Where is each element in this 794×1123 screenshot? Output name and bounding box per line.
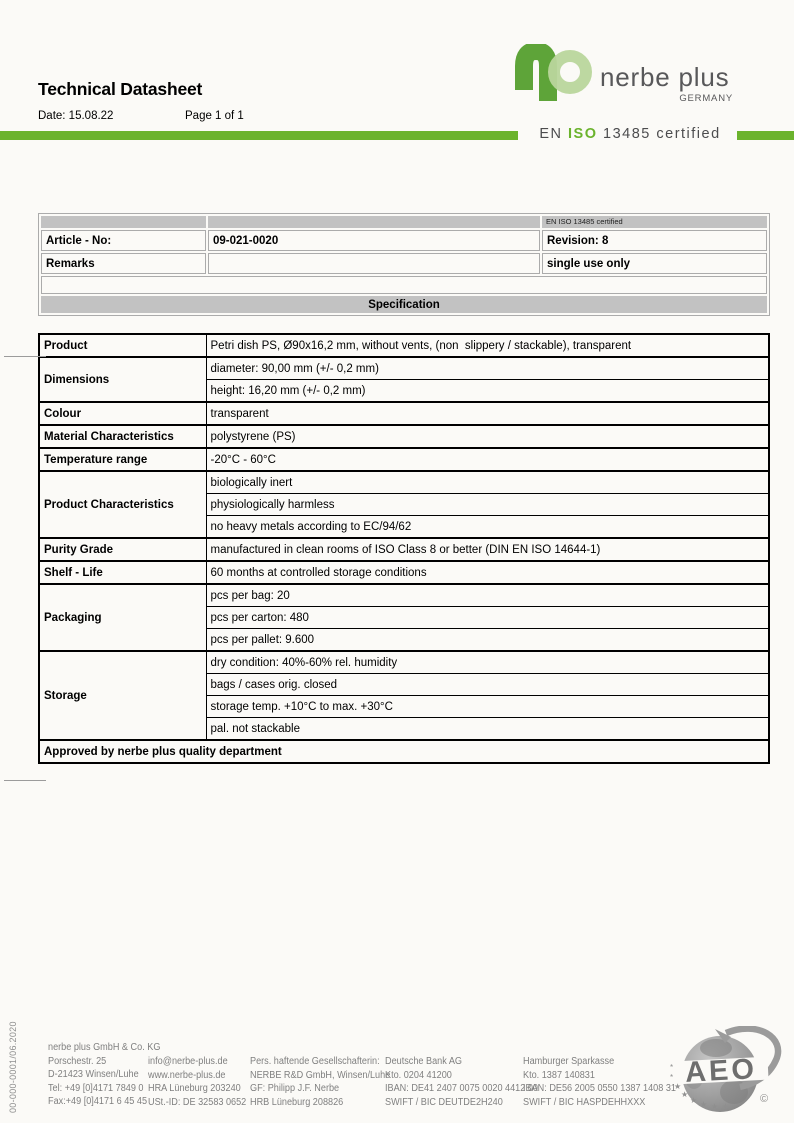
green-bar-right [737,131,794,140]
svg-text:*: * [670,1073,674,1082]
date-label: Date: 15.08.22 [38,110,114,122]
cert-rest: 13485 certified [603,126,721,142]
footer-line: Deutsche Bank AG [385,1056,462,1067]
approved-row [39,740,769,763]
certification-text [524,123,736,145]
page-title: Technical Datasheet [38,79,203,99]
fold-mark [4,780,46,781]
np-monogram-icon [524,51,586,101]
spec-row [39,651,769,674]
spec-value: polystyrene (PS) [206,425,769,448]
specification-header-row [41,296,767,313]
footer-line: USt.-ID: DE 32583 0652 [148,1096,247,1108]
footer-line: D-21423 Winsen/Luhe [48,1069,139,1081]
spec-label: Product [39,334,206,357]
remarks-label: Remarks [41,253,206,274]
spec-label: Purity Grade [39,538,206,561]
cert-iso: ISO [568,126,598,142]
spec-row [39,334,769,357]
document-number: 00-000-0001/06.2020 [8,1021,18,1113]
cert-en: EN [539,126,563,142]
spec-value: pcs per bag: 20 [206,584,769,607]
footer-line: Kto. 0204 41200 [385,1069,452,1081]
specification-header: Specification [41,296,767,313]
article-no-value: 09-021-0020 [208,230,540,251]
footer-line: HRB Lüneburg 208826 [250,1096,344,1108]
svg-text:★: ★ [674,1082,682,1091]
spec-row [39,538,769,561]
spec-value: diameter: 90,00 mm (+/- 0,2 mm) [206,357,769,380]
spec-value: storage temp. +10°C to max. +30°C [206,696,769,718]
spec-row [39,448,769,471]
footer-column [148,1055,246,1109]
spec-label: Product Characteristics [39,471,206,538]
footer-line: www.nerbe-plus.de [148,1069,226,1081]
spec-value: manufactured in clean rooms of ISO Class 8 or better (DIN EN ISO 14644-1) [206,538,769,561]
info-header-cell [41,216,206,228]
spec-value: pal. not stackable [206,718,769,741]
iso-corner-note: EN ISO 13485 certified [542,216,767,228]
spec-label: Dimensions [39,357,206,402]
footer-column [523,1055,676,1109]
spec-label: Storage [39,651,206,740]
footer-line: IBAN: DE56 2005 0550 1387 1408 31 [523,1083,676,1095]
approved-label: Approved by nerbe plus quality department [39,740,769,763]
usage-note: single use only [542,253,767,274]
spec-value: -20°C - 60°C [206,448,769,471]
spacer-row [41,276,767,294]
aeo-label: AEO [684,1053,758,1089]
spec-value: height: 16,20 mm (+/- 0,2 mm) [206,380,769,403]
footer-line: nerbe plus GmbH & Co. KG [48,1042,161,1053]
spec-row [39,584,769,607]
spec-table-body [39,334,769,763]
spec-value: no heavy metals according to EC/94/62 [206,516,769,539]
logo-country-label: GERMANY [679,93,733,104]
spec-value: pcs per pallet: 9.600 [206,629,769,652]
fold-mark [4,356,46,357]
svg-text:★: ★ [690,1096,698,1105]
spec-value: 60 months at controlled storage conditions [206,561,769,584]
spec-label: Temperature range [39,448,206,471]
spec-label: Material Characteristics [39,425,206,448]
footer-line: Pers. haftende Gesellschafterin: [250,1056,380,1067]
footer-line: IBAN: DE41 2407 0075 0020 4412 00 [385,1083,538,1095]
revision-value: Revision: 8 [542,230,767,251]
spec-value: Petri dish PS, Ø90x16,2 mm, without vents, (non slippery / stackable), transparent [206,334,769,357]
aeo-logo-icon [668,1026,790,1122]
footer-column [250,1055,390,1109]
spec-row [39,425,769,448]
spec-value: physiologically harmless [206,494,769,516]
footer-line: Kto. 1387 140831 [523,1069,595,1081]
footer-line: NERBE R&D GmbH, Winsen/Luhe [250,1069,391,1081]
footer-line: Fax:+49 [0]4171 6 45 45 [48,1096,148,1108]
nerbeplus-logo [505,44,750,112]
spec-value: transparent [206,402,769,425]
spec-row [39,357,769,380]
footer-line: SWIFT / BIC DEUTDE2H240 [385,1096,503,1108]
article-info-table [38,213,770,316]
green-bar-left [0,131,518,140]
footer-column [385,1055,538,1109]
info-header-row [41,216,767,228]
footer-column [48,1041,160,1109]
specification-table [38,333,770,764]
spec-value: pcs per carton: 480 [206,607,769,629]
spec-value: biologically inert [206,471,769,494]
svg-text:★: ★ [700,1100,708,1109]
logo-wordmark: nerbe plus [600,62,730,92]
spec-row [39,402,769,425]
empty-cell [41,276,767,294]
svg-text:*: * [670,1063,674,1072]
article-no-label: Article - No: [41,230,206,251]
page-number-label: Page 1 of 1 [185,110,244,122]
svg-text:★: ★ [711,1102,719,1111]
spec-value: dry condition: 40%-60% rel. humidity [206,651,769,674]
spec-value: bags / cases orig. closed [206,674,769,696]
spec-row [39,561,769,584]
info-header-cell [208,216,540,228]
footer-line: Porschestr. 25 [48,1055,107,1067]
footer-line: info@nerbe-plus.de [148,1056,228,1067]
spec-label: Colour [39,402,206,425]
spec-label: Packaging [39,584,206,651]
svg-text:★: ★ [722,1102,730,1111]
spec-label: Shelf - Life [39,561,206,584]
remarks-row [41,253,767,274]
remarks-value [208,253,540,274]
article-row [41,230,767,251]
footer-line: HRA Lüneburg 203240 [148,1083,241,1095]
spec-row [39,471,769,494]
footer-line: Hamburger Sparkasse [523,1056,615,1067]
svg-text:★: ★ [681,1090,689,1099]
copyright-symbol: © [760,1093,769,1105]
footer-line: SWIFT / BIC HASPDEHHXXX [523,1096,646,1108]
footer-line: GF: Philipp J.F. Nerbe [250,1083,340,1095]
footer-line: Tel: +49 [0]4171 7849 0 [48,1082,144,1094]
